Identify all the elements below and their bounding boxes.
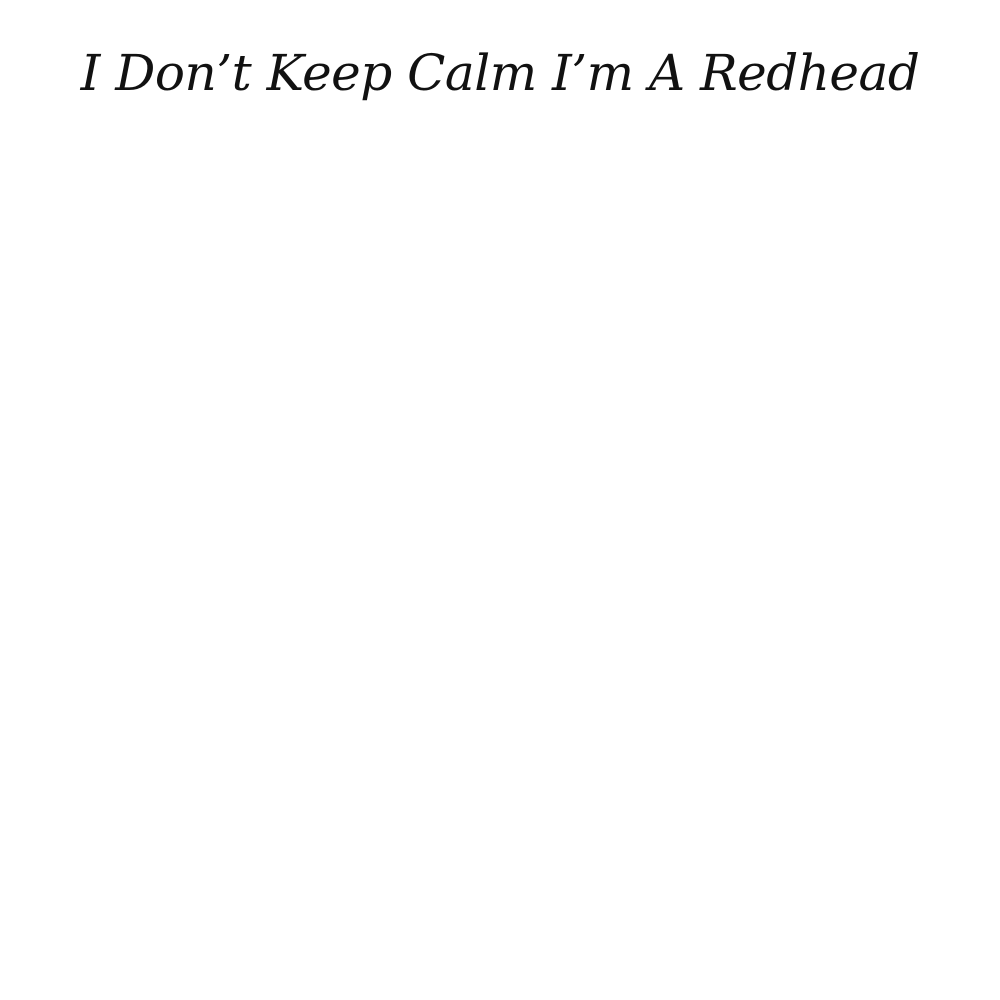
slogan-title: I Don’t Keep Calm I’m A Redhead — [80, 44, 920, 102]
